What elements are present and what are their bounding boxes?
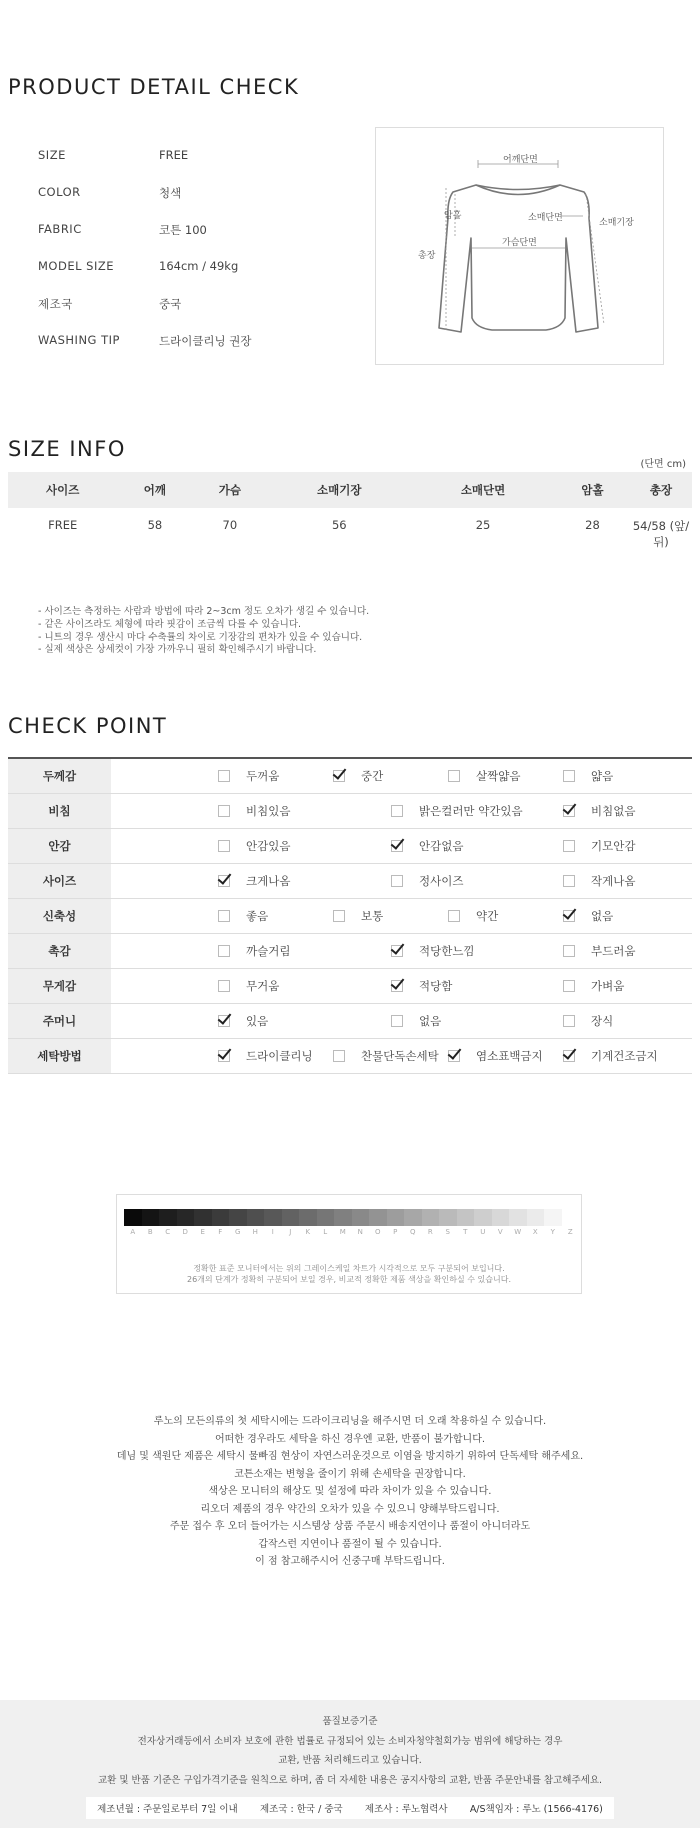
diagram-label-chest: 가슴단면 (502, 238, 537, 248)
checkbox-empty-icon[interactable] (218, 805, 230, 817)
check-option[interactable] (391, 943, 475, 959)
check-option-label: 부드러움 (591, 943, 636, 958)
grayscale-swatch (509, 1209, 527, 1226)
care-line: 어떠한 경우라도 세탁을 하신 경우엔 교환, 반품이 불가합니다. (214, 1433, 486, 1445)
grayscale-letter: E (200, 1228, 205, 1236)
check-option-label: 얇음 (591, 768, 614, 783)
grayscale-letter: R (427, 1228, 433, 1236)
check-options (111, 968, 692, 1003)
grayscale-swatch (317, 1209, 335, 1226)
check-category: 비침 (8, 793, 111, 828)
grayscale-letter: J (289, 1228, 292, 1236)
check-option[interactable] (563, 1048, 658, 1064)
check-options (111, 793, 692, 828)
check-option-label: 두꺼움 (246, 768, 280, 783)
diagram-label-length: 총장 (418, 251, 436, 261)
check-option-label: 무거움 (246, 978, 280, 993)
check-row (8, 933, 692, 968)
checkbox-checked-icon[interactable] (563, 1050, 575, 1062)
check-option[interactable] (448, 768, 520, 784)
check-option[interactable] (218, 873, 290, 889)
checkbox-checked-icon[interactable] (563, 910, 575, 922)
grayscale-note-line: 정확한 표준 모니터에서는 위의 그레이스케일 차트가 시각적으로 모두 구분되어 보입니다. (193, 1264, 505, 1273)
check-row (8, 793, 692, 828)
spec-value: FREE (159, 148, 189, 162)
check-option-label: 좋음 (246, 908, 269, 923)
care-line: 이 점 참고해주시어 신중구매 부탁드립니다. (255, 1556, 445, 1567)
size-notes (38, 606, 369, 657)
care-line: 데님 및 색원단 제품은 세탁시 물빠짐 현상이 자연스러운것으로 이염을 방지하기 위하여 단독세탁 해주세요. (116, 1451, 584, 1462)
check-option-label: 크게나옴 (246, 873, 291, 888)
grayscale-swatch (352, 1209, 370, 1226)
check-option[interactable] (563, 768, 613, 784)
manufacture-info-strip (86, 1797, 614, 1819)
column-header: 암홀 (555, 472, 630, 508)
spec-key: COLOR (38, 185, 81, 199)
grayscale-swatch (404, 1209, 422, 1226)
spec-key: SIZE (38, 148, 66, 162)
check-option[interactable] (218, 978, 279, 994)
quality-footer (0, 1700, 700, 1828)
grayscale-swatch (474, 1209, 492, 1226)
column-header: 소매기장 (267, 472, 411, 508)
checkbox-empty-icon[interactable] (218, 980, 230, 992)
check-options (111, 1038, 692, 1073)
note-line: - 사이즈는 측정하는 사람과 방법에 따라 2~3cm 정도 오차가 생길 수 있습니다. (38, 606, 370, 617)
footer-text (0, 1712, 700, 1790)
grayscale-swatch (212, 1209, 230, 1226)
grayscale-swatch (282, 1209, 300, 1226)
check-options (111, 828, 692, 863)
size-unit: (단면 cm) (640, 459, 686, 470)
grayscale-letter: N (357, 1228, 363, 1236)
manufacture-info-item: 제조년월 : 주문일로부터 7일 이내 (97, 1804, 238, 1815)
grayscale-swatch (194, 1209, 212, 1226)
check-option[interactable] (218, 768, 279, 784)
checkbox-empty-icon[interactable] (563, 840, 575, 852)
check-point-title: CHECK POINT (8, 714, 168, 738)
check-option[interactable] (391, 1013, 441, 1029)
manufacture-info-item: 제조국 : 한국 / 중국 (259, 1804, 343, 1815)
check-option-label: 중간 (361, 768, 384, 783)
note-line: - 실제 색상은 상세컷이 가장 가까우니 필히 확인해주시기 바랍니다. (38, 644, 317, 656)
check-option-label: 없음 (591, 908, 614, 923)
check-row (8, 1003, 692, 1038)
column-header: 가슴 (192, 472, 267, 508)
check-options (111, 863, 692, 898)
grayscale-swatch (247, 1209, 265, 1226)
grayscale-note-line: 26개의 단계가 정확히 구분되어 보일 경우, 비교적 정확한 제품 색상을 확인하실 수 있습니다. (187, 1275, 511, 1284)
diagram-label-shoulder: 어깨단면 (503, 155, 538, 165)
grayscale-swatch (527, 1209, 545, 1226)
care-line: 리오더 제품의 경우 약간의 오차가 있을 수 있으니 양해부탁드립니다. (200, 1503, 500, 1515)
grayscale-swatch (562, 1209, 580, 1226)
note-line: - 같은 사이즈라도 체형에 따라 핏감이 조금씩 다를 수 있습니다. (38, 618, 302, 630)
grayscale-chart (116, 1194, 582, 1294)
grayscale-letter: U (480, 1228, 486, 1236)
checkbox-checked-icon[interactable] (391, 945, 403, 957)
check-option[interactable] (218, 908, 268, 924)
check-option-label: 있음 (246, 1013, 269, 1028)
check-category: 주머니 (8, 1003, 111, 1038)
footer-line: 교환 및 반품 기준은 구입가격기준을 원칙으로 하며, 좀 더 자세한 내용은 공지사항의 교환, 반품 주문안내를 참고해주세요. (97, 1774, 603, 1786)
diagram-label-sleeve-length: 소매기장 (599, 218, 634, 228)
check-row (8, 828, 692, 863)
check-option-label: 비침없음 (591, 803, 636, 818)
check-option-label: 드라이클리닝 (246, 1048, 313, 1063)
check-category: 사이즈 (8, 863, 111, 898)
check-option[interactable] (448, 1048, 543, 1064)
grayscale-letter: M (339, 1228, 346, 1236)
grayscale-letter: G (235, 1228, 241, 1236)
grayscale-letter: B (147, 1228, 153, 1236)
check-category: 신축성 (8, 898, 111, 933)
grayscale-letter: D (182, 1228, 188, 1236)
check-option[interactable] (333, 1048, 439, 1064)
table-row (8, 508, 692, 569)
table-cell: 25 (475, 518, 491, 532)
spec-key: WASHING TIP (38, 333, 120, 347)
check-option-label: 안감없음 (419, 838, 464, 853)
check-options (111, 1003, 692, 1038)
checkbox-checked-icon[interactable] (563, 805, 575, 817)
check-options (111, 933, 692, 968)
check-option[interactable] (333, 768, 383, 784)
size-info-title: SIZE INFO (8, 437, 126, 461)
spec-key: FABRIC (38, 222, 82, 236)
column-header: 소매단면 (411, 472, 555, 508)
checkbox-checked-icon[interactable] (218, 875, 230, 887)
grayscale-swatch (229, 1209, 247, 1226)
checkbox-empty-icon[interactable] (218, 945, 230, 957)
grayscale-swatch (457, 1209, 475, 1226)
checkbox-empty-icon[interactable] (448, 910, 460, 922)
grayscale-letter: C (165, 1228, 171, 1236)
grayscale-swatch (142, 1209, 160, 1226)
check-option-label: 비침있음 (246, 803, 291, 818)
grayscale-letter: X (532, 1228, 538, 1236)
size-table-header (8, 472, 692, 508)
grayscale-letter: Q (409, 1228, 416, 1236)
footer-line: 교환, 반품 처리해드리고 있습니다. (278, 1755, 422, 1767)
checkbox-empty-icon[interactable] (563, 980, 575, 992)
check-option[interactable] (391, 838, 463, 854)
check-option-label: 염소표백금지 (476, 1048, 543, 1063)
check-option-label: 장식 (591, 1013, 614, 1028)
check-row (8, 1038, 692, 1073)
check-options (111, 758, 692, 793)
grayscale-letter: F (218, 1228, 223, 1236)
grayscale-swatches (124, 1209, 579, 1226)
check-category: 안감 (8, 828, 111, 863)
check-option[interactable] (448, 908, 498, 924)
check-option-label: 가벼움 (591, 978, 625, 993)
checkbox-empty-icon[interactable] (563, 770, 575, 782)
check-category: 무게감 (8, 968, 111, 1003)
spec-value: 164cm / 49kg (159, 259, 239, 273)
diagram-label-armhole: 암홀 (444, 211, 462, 221)
checkbox-empty-icon[interactable] (218, 840, 230, 852)
spec-key: MODEL SIZE (38, 259, 114, 273)
checkbox-empty-icon[interactable] (333, 910, 345, 922)
checkbox-empty-icon[interactable] (391, 875, 403, 887)
check-option[interactable] (563, 978, 624, 994)
checkbox-empty-icon[interactable] (218, 910, 230, 922)
check-option-label: 작게나옴 (591, 873, 636, 888)
checkbox-empty-icon[interactable] (563, 1015, 575, 1027)
check-option-label: 까슬거림 (246, 943, 291, 958)
grayscale-swatch (264, 1209, 282, 1226)
check-point-table (8, 757, 692, 1074)
grayscale-letter: H (252, 1228, 258, 1236)
grayscale-letter: A (130, 1228, 136, 1236)
check-category: 두께감 (8, 758, 111, 793)
check-option[interactable] (563, 943, 635, 959)
grayscale-swatch (387, 1209, 405, 1226)
table-cell: 56 (331, 518, 347, 532)
check-option[interactable] (391, 873, 463, 889)
grayscale-swatch (439, 1209, 457, 1226)
footer-line: 품질보증기준 (322, 1716, 378, 1727)
check-option-label: 살짝얇음 (476, 768, 521, 783)
checkbox-checked-icon[interactable] (218, 1050, 230, 1062)
checkbox-empty-icon[interactable] (391, 1015, 403, 1027)
check-option[interactable] (218, 803, 290, 819)
spec-key: 제조국 (38, 297, 73, 311)
grayscale-letter: L (323, 1228, 328, 1236)
checkbox-checked-icon[interactable] (448, 1050, 460, 1062)
care-line: 갑작스런 지연이나 품절이 될 수 있습니다. (258, 1538, 442, 1550)
table-cell: 28 (585, 518, 600, 532)
check-option[interactable] (391, 978, 452, 994)
checkbox-empty-icon[interactable] (563, 945, 575, 957)
grayscale-letter: Z (567, 1228, 573, 1236)
grayscale-swatch (124, 1209, 142, 1226)
spec-value: 중국 (159, 297, 182, 311)
check-option[interactable] (563, 803, 635, 819)
check-option-label: 보통 (361, 908, 384, 923)
checkbox-empty-icon[interactable] (391, 805, 403, 817)
manufacture-info-item: A/S책임자 : 루노 (1566-4176) (469, 1804, 603, 1815)
footer-line: 전자상거래등에서 소비자 보호에 관한 법률로 규정되어 있는 소비자청약철회가능 범위에 해당하는 경우 (137, 1735, 563, 1747)
grayscale-letter: W (514, 1228, 522, 1236)
grayscale-letter: S (445, 1228, 450, 1236)
check-option[interactable] (563, 1013, 613, 1029)
spec-value: 청색 (159, 186, 182, 200)
grayscale-swatch (177, 1209, 195, 1226)
grayscale-swatch (544, 1209, 562, 1226)
check-option-label: 적당한느낌 (419, 943, 475, 958)
diagram-label-sleeve-width: 소매단면 (528, 213, 563, 223)
check-option-label: 적당함 (419, 978, 453, 993)
check-option-label: 없음 (419, 1013, 442, 1028)
check-row (8, 898, 692, 933)
check-row (8, 863, 692, 898)
grayscale-letter: Y (550, 1228, 555, 1236)
grayscale-letter: T (463, 1228, 468, 1236)
grayscale-swatch (334, 1209, 352, 1226)
check-row (8, 968, 692, 1003)
checkbox-empty-icon[interactable] (563, 875, 575, 887)
column-header: 총장 (630, 472, 692, 508)
care-line: 주문 접수 후 오더 들어가는 시스템상 상품 주문시 배송지연이나 품절이 아니더라도 (169, 1521, 531, 1532)
check-option[interactable] (563, 908, 613, 924)
grayscale-letter: V (497, 1228, 503, 1236)
check-option-label: 기계건조금지 (591, 1048, 658, 1063)
check-option[interactable] (563, 838, 635, 854)
grayscale-swatch (299, 1209, 317, 1226)
checkbox-checked-icon[interactable] (391, 840, 403, 852)
garment-diagram (375, 127, 664, 365)
column-header: 사이즈 (8, 472, 117, 508)
table-cell: 70 (222, 518, 238, 532)
check-row (8, 758, 692, 793)
check-option-label: 정사이즈 (419, 873, 464, 888)
grayscale-letter: K (305, 1228, 311, 1236)
table-cell: 58 (147, 518, 163, 532)
grayscale-swatch (492, 1209, 510, 1226)
check-option-label: 약간 (476, 908, 499, 923)
checkbox-empty-icon[interactable] (333, 1050, 345, 1062)
grayscale-letters (124, 1228, 579, 1236)
checkbox-checked-icon[interactable] (333, 770, 345, 782)
grayscale-note (117, 1263, 581, 1285)
check-option[interactable] (218, 1048, 313, 1064)
size-table (8, 472, 692, 569)
care-line: 루노의 모든의류의 첫 세탁시에는 드라이크리닝을 해주시면 더 오래 착용하실 수 있습니다. (153, 1416, 547, 1427)
grayscale-letter: O (374, 1228, 381, 1236)
check-category: 세탁방법 (8, 1038, 111, 1073)
checkbox-checked-icon[interactable] (391, 980, 403, 992)
detail-title: PRODUCT DETAIL CHECK (8, 75, 300, 99)
grayscale-letter: P (393, 1228, 398, 1236)
check-option-label: 밝은컬러만 약간있음 (419, 803, 523, 818)
care-notice (0, 1413, 700, 1571)
check-option[interactable] (218, 943, 290, 959)
check-option-label: 기모안감 (591, 838, 636, 853)
check-option[interactable] (333, 908, 383, 924)
check-options (111, 898, 692, 933)
check-category: 촉감 (8, 933, 111, 968)
table-cell: FREE (48, 518, 78, 532)
column-header: 어깨 (117, 472, 192, 508)
spec-value: 코튼 100 (159, 223, 207, 237)
manufacture-info-item: 제조사 : 루노협력사 (364, 1804, 448, 1815)
checkbox-empty-icon[interactable] (448, 770, 460, 782)
check-option[interactable] (218, 1013, 268, 1029)
check-option[interactable] (218, 838, 290, 854)
grayscale-swatch (422, 1209, 440, 1226)
check-option-label: 찬물단독손세탁 (361, 1048, 439, 1063)
check-option[interactable] (563, 873, 635, 889)
spec-value: 드라이클리닝 권장 (159, 334, 252, 348)
care-line: 코튼소재는 변형을 줄이기 위해 손세탁을 권장합니다. (234, 1468, 466, 1480)
grayscale-swatch (159, 1209, 177, 1226)
table-cell: 54/58 (앞/뒤) (632, 519, 690, 549)
check-option-label: 안감있음 (246, 838, 291, 853)
grayscale-swatch (369, 1209, 387, 1226)
checkbox-checked-icon[interactable] (218, 1015, 230, 1027)
care-line: 색상은 모니터의 해상도 및 설정에 따라 차이가 있을 수 있습니다. (208, 1486, 492, 1497)
grayscale-letter: I (271, 1228, 274, 1236)
check-option[interactable] (391, 803, 523, 819)
note-line: - 니트의 경우 생산시 마다 수축률의 차이로 기장감의 편차가 있을 수 있습니다. (38, 631, 363, 643)
checkbox-empty-icon[interactable] (218, 770, 230, 782)
